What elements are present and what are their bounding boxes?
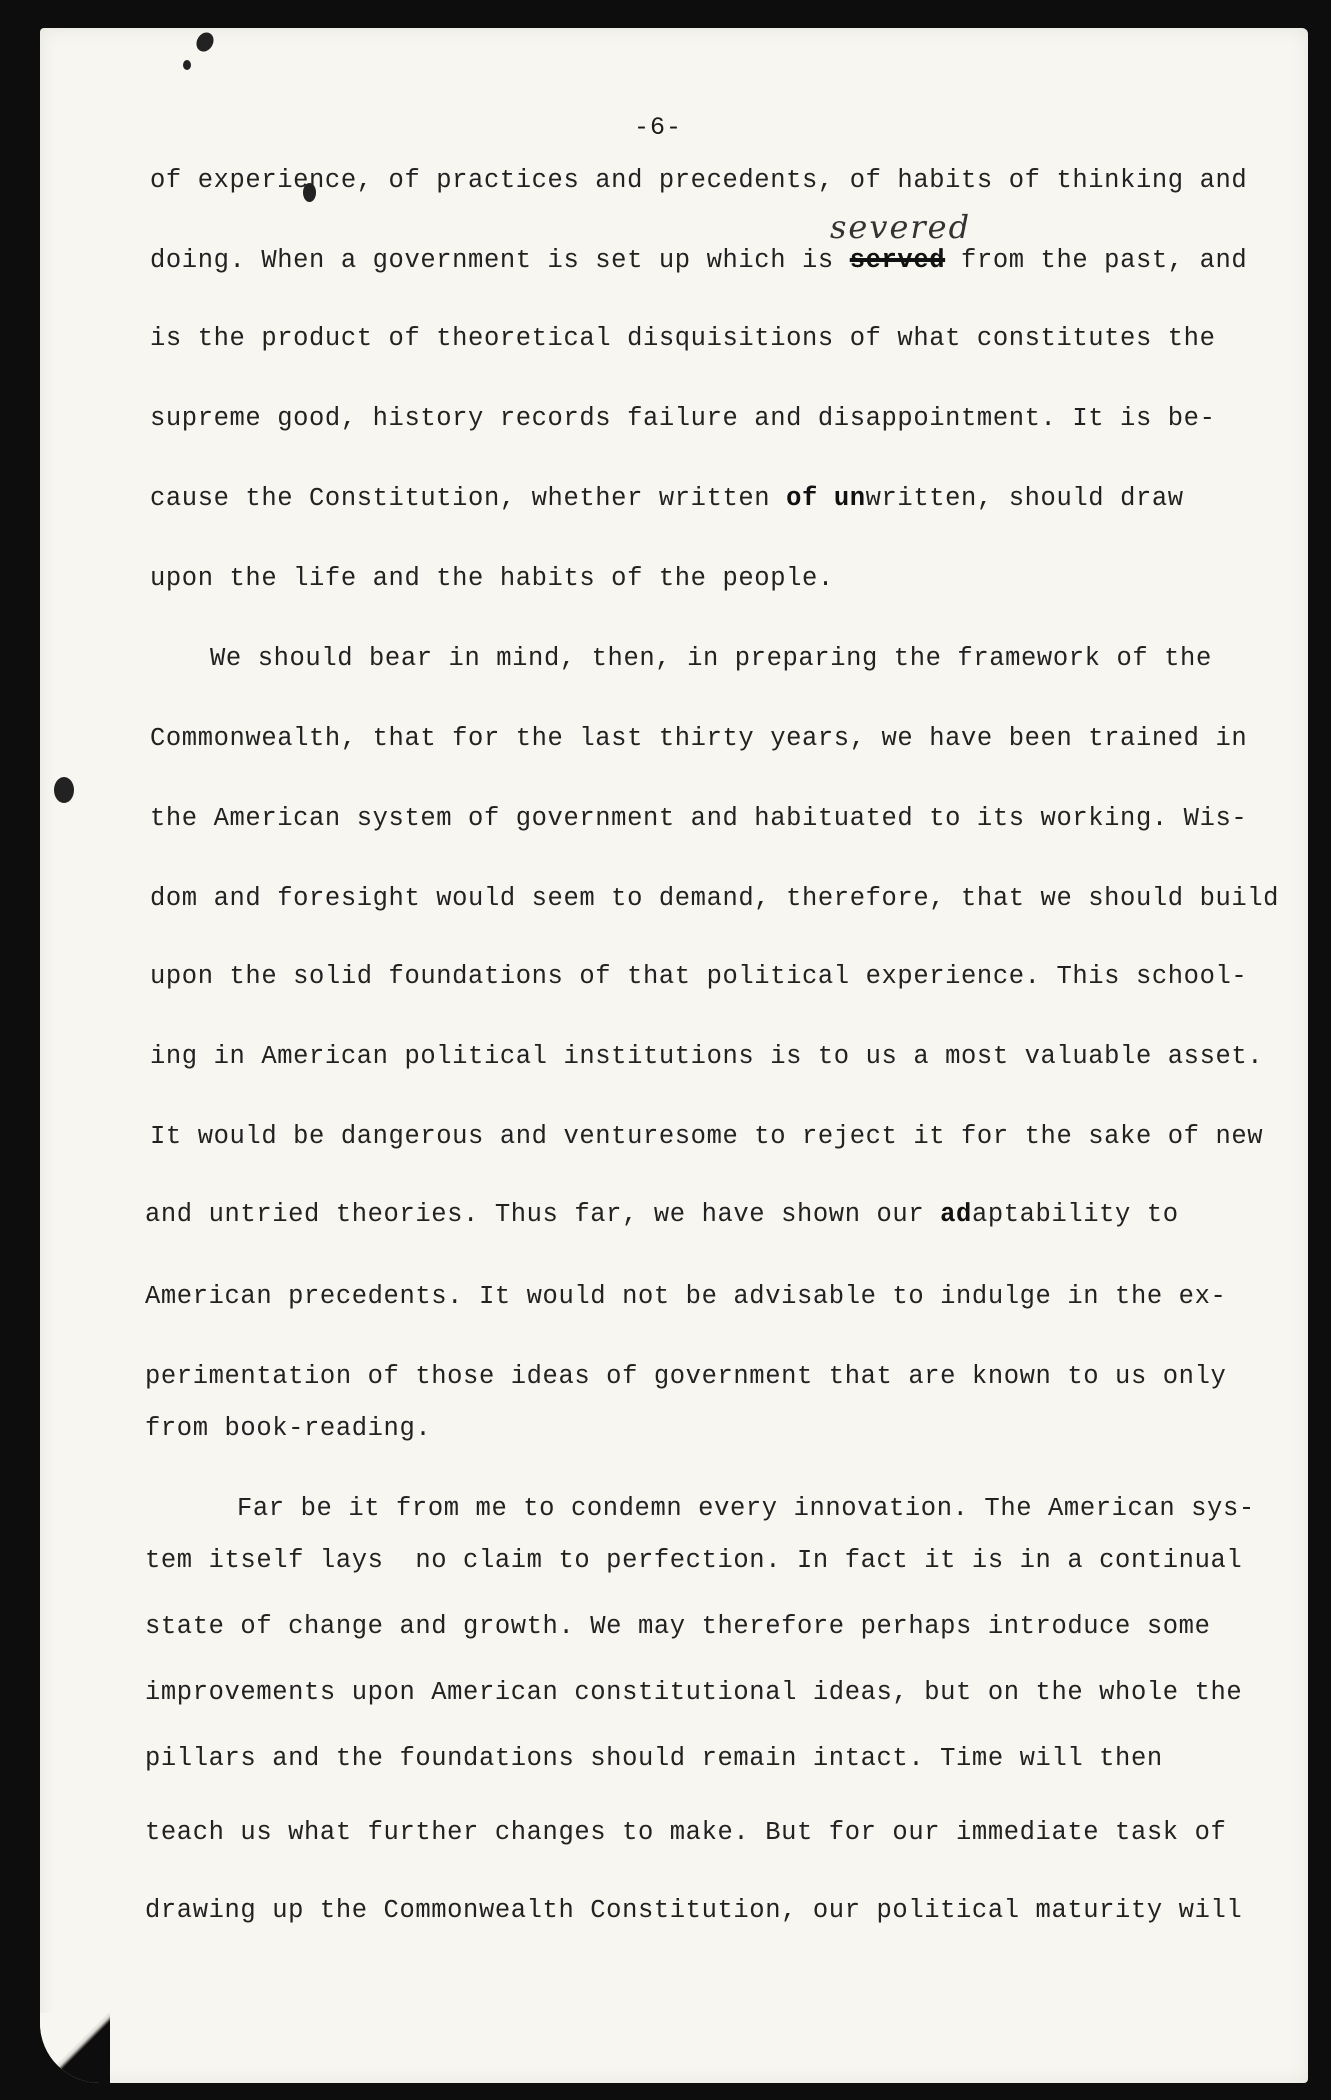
ink-dot (54, 777, 74, 803)
paragraph-1-line-6: upon the life and the habits of the people. (150, 564, 834, 593)
paragraph-2-line-11: from book-reading. (145, 1414, 432, 1443)
struck-word: served (849, 246, 946, 275)
page-number: -6- (634, 113, 683, 142)
paragraph-3-line-5: pillars and the foundations should remain intact. Time will then (145, 1744, 1163, 1773)
line-text: from the past, and (945, 246, 1248, 275)
line-text: and untried theories. Thus far, we have shown our (145, 1200, 941, 1229)
paragraph-1-line-3: is the product of theoretical disquisitions of what constitutes the (150, 324, 1216, 353)
line-text: written, should draw (865, 484, 1184, 513)
paragraph-2-line-5: upon the solid foundations of that political experience. This school- (150, 962, 1248, 991)
paragraph-1-line-4: supreme good, history records failure and disappointment. It is be- (150, 404, 1216, 433)
paragraph-1-line-5 (150, 484, 1184, 514)
paragraph-2-line-10: perimentation of those ideas of government that are known to us only (145, 1362, 1227, 1391)
paragraph-1-line-1: of experience, of practices and precedents, of habits of thinking and (150, 166, 1248, 195)
overtyped-text: ad (940, 1200, 972, 1229)
handwritten-correction: severed (830, 208, 972, 246)
paragraph-2-line-1: We should bear in mind, then, in preparing the framework of the (210, 644, 1212, 673)
overtyped-text: of un (786, 484, 866, 513)
paragraph-2-line-3: the American system of government and habituated to its working. Wis- (150, 804, 1248, 833)
paragraph-3-line-7: drawing up the Commonwealth Constitution, our political maturity will (145, 1896, 1243, 1925)
paragraph-2-line-2: Commonwealth, that for the last thirty years, we have been trained in (150, 724, 1248, 753)
paragraph-2-line-6: ing in American political institutions is to us a most valuable asset. (150, 1042, 1264, 1071)
paragraph-2-line-9: American precedents. It would not be advisable to indulge in the ex- (145, 1282, 1227, 1311)
line-text: cause the Constitution, whether written (150, 484, 787, 513)
paragraph-2-line-7: It would be dangerous and venturesome to reject it for the sake of new (150, 1122, 1264, 1151)
paragraph-3-line-2: tem itself lays no claim to perfection. In fact it is in a continual (145, 1546, 1243, 1575)
ink-smudge (183, 60, 191, 70)
paragraph-3-line-1: Far be it from me to condemn every innovation. The American sys- (237, 1494, 1255, 1523)
paragraph-3-line-4: improvements upon American constitutional ideas, but on the whole the (145, 1678, 1243, 1707)
paragraph-3-line-6: teach us what further changes to make. But for our immediate task of (145, 1818, 1227, 1847)
torn-corner (40, 2013, 110, 2083)
line-text: aptability to (971, 1200, 1179, 1229)
paragraph-3-line-3: state of change and growth. We may therefore perhaps introduce some (145, 1612, 1211, 1641)
paragraph-1-line-2 (150, 246, 1247, 276)
paragraph-2-line-8 (145, 1200, 1179, 1230)
line-text: doing. When a government is set up which is (150, 246, 850, 275)
paragraph-2-line-4: dom and foresight would seem to demand, therefore, that we should build (150, 884, 1280, 913)
